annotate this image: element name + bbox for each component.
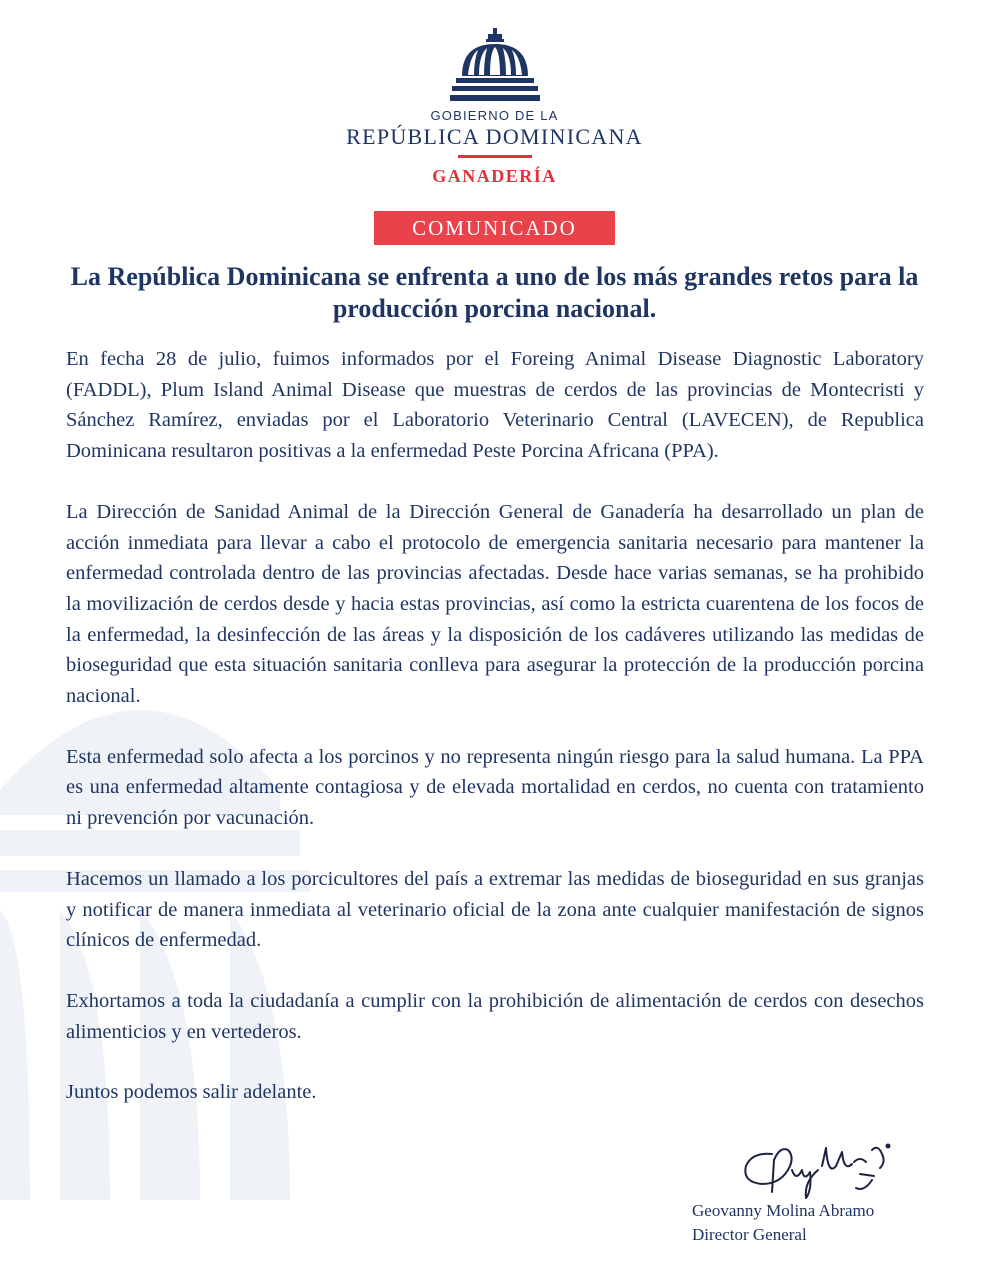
paragraph-3: Esta enfermedad solo afecta a los porcinos y no representa ningún riesgo para la salud humana. La PPA es una enfermedad altamente contagiosa y de elevada mortalidad en cerdos, no cuenta con tratamiento ni prevención por vacunación. xyxy=(66,745,924,830)
government-line-1: GOBIERNO DE LA xyxy=(430,108,559,123)
capitol-dome-icon xyxy=(448,28,542,108)
signatory-name: Geovanny Molina Abramo xyxy=(692,1201,875,1220)
paragraph-2: La Dirección de Sanidad Animal de la Dirección General de Ganadería ha desarrollado un plan de acción inmediata para llevar a cabo el protocolo de emergencia sanitaria necesario para mantener la enfermedad controlada dentro de las provincias afectadas. Desde hace varias semanas, se ha prohibido la movilización de cerdos desde y hacia estas provincias, así como la estricta cuarentena de los focos de la enfermedad, la desinfección de las áreas y la disposición de los cadáveres utilizando las medidas de bioseguridad que esta situación sanitaria conlleva para asegurar la protección de la producción porcina nacional. xyxy=(66,500,924,708)
paragraph-4: Hacemos un llamado a los porcicultores del país a extremar las medidas de bioseguridad en sus granjas y notificar de manera inmediata al veterinario oficial de la zona ante cualquier manifestación de signos clínicos de enfermedad. xyxy=(66,867,924,952)
signatory-title: Director General xyxy=(692,1225,807,1244)
header-divider xyxy=(458,155,532,158)
document-headline: La República Dominicana se enfrenta a uno de los más grandes retos para la producción porcina nacional. xyxy=(70,262,919,323)
paragraph-5: Exhortamos a toda la ciudadanía a cumplir con la prohibición de alimentación de cerdos con desechos alimenticios y en vertederos. xyxy=(66,989,924,1043)
ministry-name: GANADERÍA xyxy=(432,166,557,186)
paragraph-1: En fecha 28 de julio, fuimos informados por el Foreing Animal Disease Diagnostic Laboratory (FADDL), Plum Island Animal Disease que muestras de cerdos de las provincias de Montecristi y Sánchez Ramírez, enviadas por el Laboratorio Veterinario Central (LAVECEN), de Republica Dominicana resultaron positivas a la enfermedad Peste Porcina Africana (PPA). xyxy=(66,348,924,463)
closing-line: Juntos podemos salir adelante. xyxy=(66,1081,317,1104)
comunicado-badge: COMUNICADO xyxy=(374,211,615,245)
government-line-2: REPÚBLICA DOMINICANA xyxy=(346,124,643,149)
document-body xyxy=(66,344,924,1108)
handwritten-signature xyxy=(732,1126,902,1206)
